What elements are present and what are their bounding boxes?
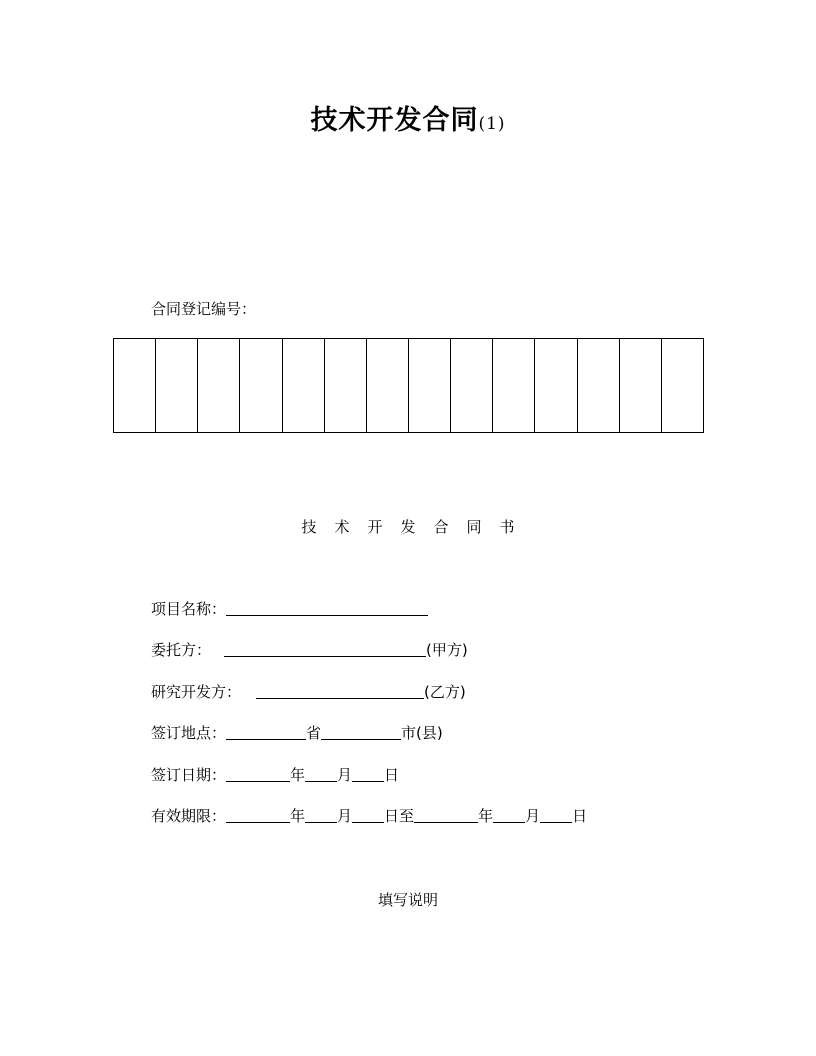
location-row [151,722,443,744]
registration-cell[interactable] [409,339,451,432]
title-suffix: (1) [478,114,506,134]
city-blank[interactable] [321,723,401,740]
project-name-label: 项目名称： [151,600,227,618]
validity-end-month-label: 月 [525,807,541,825]
validity-row [151,805,587,827]
validity-label: 有效期限： [151,807,227,825]
registration-cell[interactable] [240,339,282,432]
client-suffix: (甲方) [426,641,468,659]
validity-start-month-label: 月 [337,807,353,825]
registration-cell[interactable] [114,339,156,432]
sign-day-blank[interactable] [352,765,384,782]
sign-year-label: 年 [290,766,306,784]
validity-end-year-label: 年 [478,807,494,825]
registration-cell[interactable] [367,339,409,432]
title-text: 技术开发合同 [310,105,479,136]
document-title [0,98,816,137]
validity-start-month-blank[interactable] [305,806,337,823]
validity-start-year-label: 年 [290,807,306,825]
sign-date-row [151,764,399,786]
client-label: 委托方： [151,641,212,659]
project-name-blank[interactable] [226,599,428,616]
document-subtitle: 技术开发合同书 [301,518,533,536]
registration-cell[interactable] [198,339,240,432]
registration-cell[interactable] [283,339,325,432]
validity-end-year-blank[interactable] [414,806,478,823]
registration-label: 合同登记编号： [151,300,257,318]
province-label: 省 [306,724,322,742]
sign-day-label: 日 [384,766,400,784]
province-blank[interactable] [226,723,306,740]
validity-start-year-blank[interactable] [226,806,290,823]
project-name-row [151,598,428,620]
validity-start-day-label: 日至 [384,807,415,825]
registration-cell[interactable] [493,339,535,432]
validity-start-day-blank[interactable] [352,806,384,823]
registration-cell[interactable] [620,339,662,432]
registration-number-grid [113,338,704,433]
developer-row [151,681,466,703]
validity-end-month-blank[interactable] [493,806,525,823]
developer-blank[interactable] [256,682,424,699]
registration-cell[interactable] [535,339,577,432]
registration-cell[interactable] [325,339,367,432]
city-label: 市(县) [401,724,443,742]
registration-cell[interactable] [578,339,620,432]
sign-month-label: 月 [337,766,353,784]
developer-suffix: (乙方) [424,683,466,701]
sign-date-label: 签订日期： [151,766,227,784]
registration-cell[interactable] [156,339,198,432]
client-blank[interactable] [224,640,426,657]
validity-end-day-blank[interactable] [540,806,572,823]
validity-end-day-label: 日 [572,807,588,825]
developer-label: 研究开发方： [151,683,242,701]
registration-cell[interactable] [662,339,703,432]
fill-instructions-heading: 填写说明 [377,891,438,909]
registration-cell[interactable] [451,339,493,432]
location-label: 签订地点： [151,724,227,742]
sign-month-blank[interactable] [305,765,337,782]
sign-year-blank[interactable] [226,765,290,782]
client-row [151,639,468,661]
